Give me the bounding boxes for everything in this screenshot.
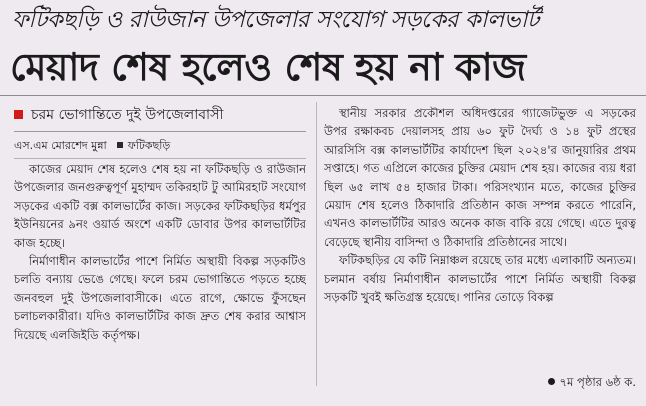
subhead-rule <box>14 131 306 132</box>
paragraph: কাজের মেয়াদ শেষ হলেও শেষ হয় না ফটিকছড়ি ও রাউজান উপজেলার জনগুরুত্বপূর্ণ মুহাম্মদ তকিরহাট টু আমিরহাট সংযোগ সড়কের একটি বক্স কালভার্টের কাজ। সড়কের ফটিকছড়ির ধর্মপুর ইউনিয়নের ৯নং ওয়ার্ড অংশে একটি ডোবার উপর কালভার্টটির কাজ হচ্ছে। <box>14 162 306 250</box>
continuation-text: ৭ম পৃষ্ঠার ৬ষ্ঠ ক. <box>559 375 636 389</box>
byline-author: এস.এম মোরশেদ মুন্না <box>14 139 107 152</box>
kicker-line: ফটিকছড়ি ও রাউজান উপজেলার সংযোগ সড়কের কালভার্ট <box>12 7 539 33</box>
square-separator-icon <box>117 142 123 148</box>
paragraph: নির্মাণাধীন কালভার্টের পাশে নির্মিত অস্থায়ী বিকল্প সড়কটিও চলতি বন্যায় ভেঙে গেছে। ফলে চরম ভোগান্তিতে পড়তে হচ্ছে জনবহুল দুই উপজেলাবাসীকে। এতে রাগে, ক্ষোভে ফুঁসছেন চলাচলকারীরা। যদিও কালভার্টটির কাজ দ্রুত শেষ করার আশ্বাস দিয়েছে এলজিইডি কর্তৃপক্ষ। <box>14 254 306 342</box>
paragraph: ফটিকছড়ির যে কটি নিম্নাঞ্চল রয়েছে তার মধ্যে এলাকাটি অন্যতম। চলমান বর্ষায় নির্মাণাধীন কালভার্টের পাশে নির্মিত অস্থায়ী বিকল্প সড়কটি খুবই ক্ষতিগ্রস্ত হয়েছে। পানির তোড়ে বিকল্প <box>324 253 636 305</box>
article-column-left <box>14 160 306 400</box>
column-divider <box>316 102 317 386</box>
article-column-right <box>324 104 636 370</box>
red-square-bullet-icon <box>14 110 23 119</box>
continuation-note <box>502 372 636 392</box>
headline-rule <box>0 95 646 96</box>
paragraph: স্থানীয় সরকার প্রকৌশল অধিদপ্তরের গ্যাজেটভুক্ত এ সড়কের উপর রক্ষাকবচ দেয়ালসহ প্রায় ৬০ ফুট দৈর্ঘ্য ও ১৪ ফুট প্রস্থের আরসিসি বক্স কালভার্টটির কার্যাদেশ ছিল ২০২৪'র জানুয়ারির প্রথম সপ্তাহে। গত এপ্রিলে কাজের চুক্তির মেয়াদ শেষ হয়। কাজের ব্যয় ধরা ছিল ৬৫ লাখ ৫৪ হাজার টাকা। পরিসংখ্যান মতে, কাজের চুক্তির মেয়াদ শেষ হলেও ঠিকাদারি প্রতিষ্ঠান কাজ সম্পন্ন করতে পারেনি, এখনও কালভার্টটির আরও অনেক কাজ বাকি রয়ে গেছে। এতে দুরত্ব বেড়েছে স্থানীয় বাসিন্দা ও ঠিকাদারি প্রতিষ্ঠানের সাথে। <box>324 106 636 249</box>
byline <box>14 137 306 155</box>
subheadline-text: চরম ভোগান্তিতে দুই উপজেলাবাসী <box>31 107 224 123</box>
headline: মেয়াদ শেষ হলেও শেষ হয় না কাজ <box>10 45 526 89</box>
bullet-icon <box>548 378 555 385</box>
byline-rule <box>14 158 306 159</box>
subheadline <box>14 103 306 127</box>
byline-location: ফটিকছড়ি <box>127 139 171 152</box>
